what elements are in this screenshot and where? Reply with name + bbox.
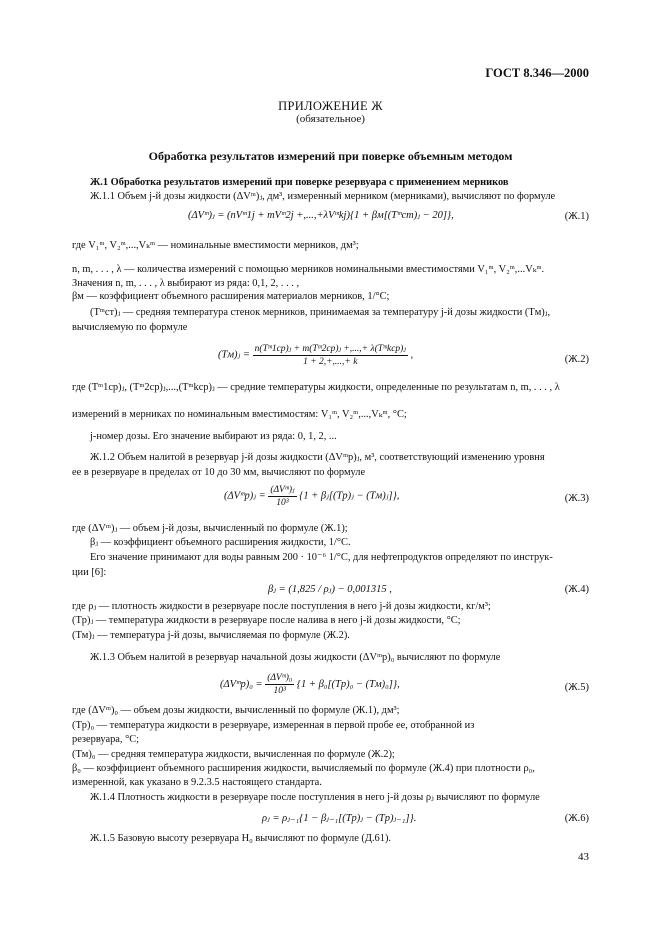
paragraph-dose-number: j-номер дозы. Его значение выбирают из ряда: 0, 1, 2, ...	[90, 431, 337, 442]
paragraph-beta-m: βм — коэффициент объемного расширения материалов мерников, 1/°С;	[72, 291, 390, 302]
formula-j1: (ΔVᵐ)ⱼ = (nVᵐ1j + mVᵐ2j +,...,+λVᵐkj){1 + βм[(Tᵐст)ⱼ − 20]},	[188, 210, 454, 221]
paragraph-beta-j: βⱼ — коэффициент объемного расширения жидкости, 1/°С.	[90, 537, 351, 548]
paragraph-compute: вычисляемую по формуле	[72, 322, 188, 333]
formula-j5	[220, 673, 400, 696]
paragraph-density: где ρⱼ — плотность жидкости в резервуаре после поступления в него j-й дозы жидкости, кг/м³;	[72, 601, 491, 612]
paragraph-level: ее в резервуаре в пределах от 10 до 30 мм, вычисляют по формуле	[72, 467, 366, 478]
equation-number-2: (Ж.2)	[564, 354, 589, 365]
formula-j2-lhs: (Tм)ⱼ =	[218, 349, 251, 361]
page-number: 43	[578, 851, 589, 863]
paragraph-j12: Ж.1.2 Объем налитой в резервуар j-й дозы жидкости (ΔVᵐр)ⱼ, м³, соответствующий изменению уровня	[90, 452, 545, 463]
formula-j3-lhs: (ΔVᵐр)ⱼ =	[224, 490, 266, 502]
paragraph-where-v: где V₁ᵐ, V₂ᵐ,...,Vₖᵐ — номинальные вместимости мерников, дм³;	[72, 240, 359, 251]
formula-j5-rhs: {1 + β₀[(Tр)₀ − (Tм)₀]},	[296, 678, 400, 690]
paragraph-instruction: ции [6]:	[72, 567, 107, 578]
paragraph-j13: Ж.1.3 Объем налитой в резервуар начальной дозы жидкости (ΔVᵐр)₀ вычисляют по формуле	[90, 652, 501, 663]
appendix-title: ПРИЛОЖЕНИЕ Ж	[278, 99, 383, 113]
formula-j5-lhs: (ΔVᵐр)₀ =	[220, 678, 263, 690]
section-title: Обработка результатов измерений при поверке объемным методом	[148, 149, 513, 163]
paragraph-avg-temps: где (Tᵐ1ср)ⱼ, (Tᵐ2ср)ⱼ,...,(Tᵐkср)ⱼ — средние температуры жидкости, определенные по результатам n, m, . . . , λ	[72, 382, 560, 393]
formula-j3-fraction	[268, 484, 296, 508]
paragraph-j14: Ж.1.4 Плотность жидкости в резервуаре после поступления в него j-й дозы ρⱼ вычисляют по формуле	[90, 792, 540, 803]
equation-number-5: (Ж.5)	[564, 682, 589, 693]
paragraph-first-sample: (Tр)₀ — температура жидкости в резервуаре, измеренная в первой пробе ее, отобранной из	[72, 720, 475, 731]
paragraph-initial-volume: где (ΔVᵐ)₀ — объем дозы жидкости, вычисленный по формуле (Ж.1), дм³;	[72, 705, 400, 716]
appendix-subtitle: (обязательное)	[296, 113, 365, 125]
paragraph-reservoir: резервуара, °С;	[72, 734, 140, 745]
formula-j5-denominator: 10³	[273, 686, 286, 696]
formula-j2-fraction	[253, 343, 408, 367]
formula-j3	[224, 484, 399, 508]
formula-j2-denominator: 1 + 2,+,...,+ k	[303, 357, 358, 367]
paragraph-dose-volume: где (ΔVᵐ)ⱼ — объем j-й дозы, вычисленный по формуле (Ж.1);	[72, 523, 348, 534]
formula-j2-numerator: n(Tᵐ1ср)ⱼ + m(Tᵐ2ср)ⱼ +,...,+ λ(Tᵐkср)ⱼ	[254, 344, 406, 354]
formula-j5-numerator: (ΔVᵐ)₀	[267, 673, 293, 683]
paragraph-measured: измеренной, как указано в 9.2.3.5 настоящего стандарта.	[72, 777, 322, 788]
paragraph-values: Значения n, m, . . . , λ выбирают из ряда: 0,1, 2, . . . ,	[72, 278, 300, 289]
equation-number-3: (Ж.3)	[564, 493, 589, 504]
paragraph-tank-temp: (Tр)ⱼ — температура жидкости в резервуаре после налива в него j-й дозы жидкости, °С;	[72, 615, 461, 626]
formula-j6: ρⱼ = ρⱼ₋₁{1 − βⱼ₋₁[(Tр)ⱼ − (Tр)ⱼ₋₁]}.	[262, 813, 417, 824]
paragraph-dose-temp: (Tм)ⱼ — температура j-й дозы, вычисляемая по формуле (Ж.2).	[72, 630, 350, 641]
formula-j2: (Tм)ⱼ = $\frac{\text{n(Tᵐ1ср)ⱼ + m(Tᵐ2ср)ⱼ +,...,+ λ(Tᵐkср)ⱼ}}{1 + 2,+,...,+ k}$ ,	[218, 344, 414, 367]
equation-number-4: (Ж.4)	[564, 584, 589, 595]
document-header: ГОСТ 8.346—2000	[485, 66, 589, 80]
paragraph-wall-temp: (Tᵐст)ⱼ — средняя температура стенок мерников, принимаемая за температуру j-й дозы жидкости (Tм)ⱼ,	[90, 307, 551, 318]
formula-j3-rhs: {1 + βⱼ[(Tр)ⱼ − (Tм)ⱼ]},	[299, 490, 400, 502]
paragraph-j15: Ж.1.5 Базовую высоту резервуара H₀ вычисляют по формуле (Д.61).	[90, 833, 392, 844]
paragraph-water-value: Его значение принимают для воды равным 200 · 10⁻⁶ 1/°С, для нефтепродуктов определяют по инструк-	[90, 552, 553, 563]
paragraph-j11: Ж.1.1 Объем j-й дозы жидкости (ΔVᵐ)ⱼ, дм³, измеренный мерником (мерниками), вычисляют по формуле	[90, 191, 556, 202]
formula-j3-denominator: 10³	[276, 498, 289, 508]
paragraph-mean-temp: (Tм)₀ — средняя температура жидкости, вычисленная по формуле (Ж.2);	[72, 749, 395, 760]
equation-number-1: (Ж.1)	[564, 211, 589, 222]
paragraph-counts: n, m, . . . , λ — количества измерений с помощью мерников номинальными вместимостями V₁ᵐ, V₂ᵐ,...Vₖᵐ.	[72, 264, 545, 275]
formula-j3-numerator: (ΔVᵐ)ⱼ	[270, 485, 295, 495]
formula-j4: βⱼ = (1,825 / ρⱼ) − 0,001315 ,	[268, 584, 392, 595]
paragraph-measurements: измерений в мерниках по номинальным вместимостям: V₁ᵐ, V₂ᵐ,...,Vₖᵐ, °С;	[72, 409, 407, 420]
paragraph-beta-0: β₀ — коэффициент объемного расширения жидкости, вычисляемый по формуле (Ж.4) при плотности ρ₀,	[72, 763, 535, 774]
equation-number-6: (Ж.6)	[564, 813, 589, 824]
subsection-title: Ж.1 Обработка результатов измерений при поверке резервуара с применением мерников	[90, 177, 509, 188]
formula-j5-fraction	[265, 673, 294, 696]
